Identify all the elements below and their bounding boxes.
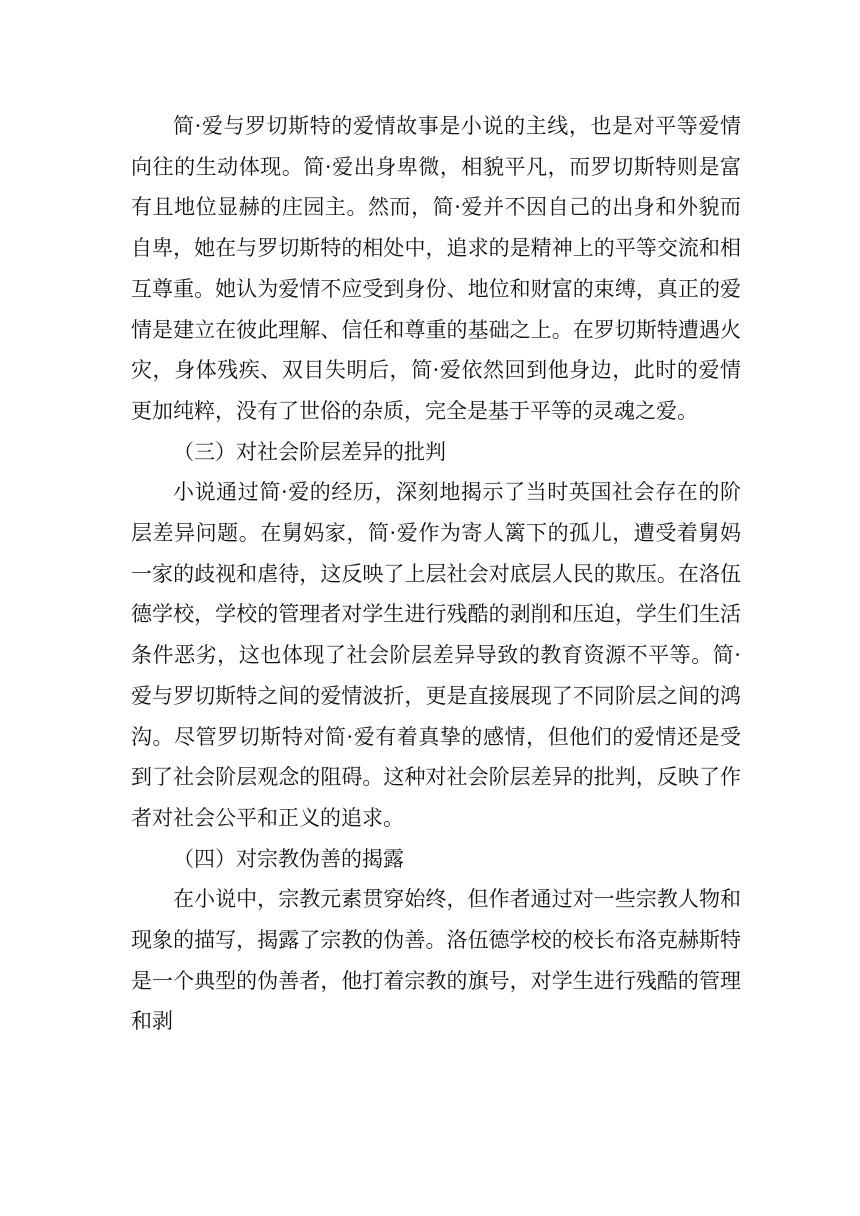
section-heading-class-criticism: （三）对社会阶层差异的批判	[173, 439, 446, 464]
paragraph-love-equality: 简·爱与罗切斯特的爱情故事是小说的主线，也是对平等爱情向往的生动体现。简·爱出身卑微，相貌平凡，而罗切斯特则是富有且地位显赫的庄园主。然而，简·爱并不因自己的出身和外貌而自卑，她在与罗切斯特的相处中，追求的是精神上的平等交流和相互尊重。她认为爱情不应受到身份、地位和财富的束缚，真正的爱情是建立在彼此理解、信任和尊重的基础之上。在罗切斯特遭遇火灾，身体残疾、双目失明后，简·爱依然回到他身边，此时的爱情更加纯粹，没有了世俗的杂质，完全是基于平等的灵魂之爱。	[131, 114, 741, 423]
document-body	[131, 106, 741, 1042]
paragraph-religion-hypocrisy: 在小说中，宗教元素贯穿始终，但作者通过对一些宗教人物和现象的描写，揭露了宗教的伪善。洛伍德学校的校长布洛克赫斯特是一个典型的伪善者，他打着宗教的旗号，对学生进行残酷的管理和剥	[131, 887, 741, 1034]
paragraph-class-criticism: 小说通过简·爱的经历，深刻地揭示了当时英国社会存在的阶层差异问题。在舅妈家，简·爱作为寄人篱下的孤儿，遭受着舅妈一家的歧视和虐待，这反映了上层社会对底层人民的欺压。在洛伍德学校，学校的管理者对学生进行残酷的剥削和压迫，学生们生活条件恶劣，这也体现了社会阶层差异导致的教育资源不平等。简·爱与罗切斯特之间的爱情波折，更是直接展现了不同阶层之间的鸿沟。尽管罗切斯特对简·爱有着真挚的感情，但他们的爱情还是受到了社会阶层观念的阻碍。这种对社会阶层差异的批判，反映了作者对社会公平和正义的追求。	[131, 480, 741, 830]
section-heading-religion-hypocrisy: （四）对宗教伪善的揭露	[173, 846, 404, 871]
